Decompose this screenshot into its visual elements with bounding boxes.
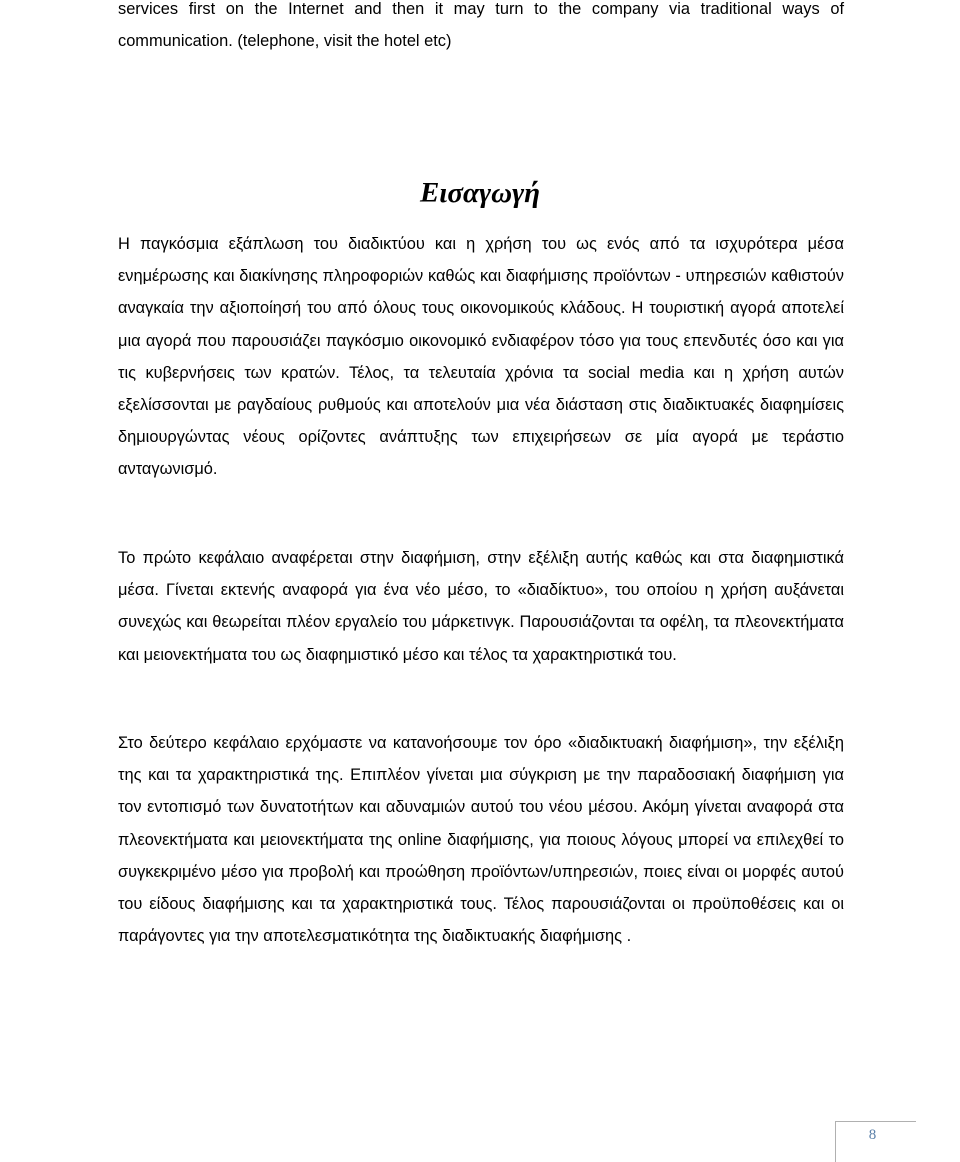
body-paragraph-2: Το πρώτο κεφάλαιο αναφέρεται στην διαφήμιση, στην εξέλιξη αυτής καθώς και στα διαφημιστικά μέσα. Γίνεται εκτενής αναφορά για ένα νέο μέσο, το «διαδίκτυο», του οποίου η χρήση αυξάνεται συνεχώς και θεωρείται πλέον εργαλείο του μάρκετινγκ. Παρουσιάζονται τα οφέλη, τα πλεονεκτήματα και μειονεκτήματα του ως διαφημιστικό μέσο και τέλος τα χαρακτηριστικά του. xyxy=(118,549,844,664)
body-paragraph-1: Η παγκόσμια εξάπλωση του διαδικτύου και η χρήση του ως ενός από τα ισχυρότερα μέσα ενημέρωσης και διακίνησης πληροφοριών καθώς και διαφήμισης προϊόντων - υπηρεσιών καθιστούν αναγκαία την αξιοποίησή του από όλους τους οικονομικούς κλάδους. Η τουριστική αγορά αποτελεί μια αγορά που παρουσιάζει παγκόσμιο οικονομικό ενδιαφέρον τόσο για τους επενδυτές όσο και για τις κυβερνήσεις των κρατών. Τέλος, τα τελευταία χρόνια τα social media και η χρήση αυτών εξελίσσονται με ραγδαίους ρυθμούς και αποτελούν μια νέα διάσταση στις διαδικτυακές διαφημίσεις δημιουργώντας νέους ορίζοντες ανάπτυξης των επιχειρήσεων σε μία αγορά με τεράστιο ανταγωνισμό. xyxy=(118,235,844,479)
body-paragraph-3: Στο δεύτερο κεφάλαιο ερχόμαστε να κατανοήσουμε τον όρο «διαδικτυακή διαφήμιση», την εξέλιξη της και τα χαρακτηριστικά της. Επιπλέον γίνεται μια σύγκριση με την παραδοσιακή διαφήμιση για τον εντοπισμό των δυνατοτήτων και αδυναμιών αυτού του νέου μέσου. Ακόμη γίνεται αναφορά στα πλεονεκτήματα και μειονεκτήματα της online διαφήμισης, για ποιους λόγους μπορεί να επιλεχθεί το συγκεκριμένο μέσο για προβολή και προώθηση προϊόντων/υπηρεσιών, ποιες είναι οι μορφές αυτού του είδους διαφήμισης και τα χαρακτηριστικά τους. Τέλος παρουσιάζονται οι προϋποθέσεις και οι παράγοντες για την αποτελεσματικότητα της διαδικτυακής διαφήμισης . xyxy=(118,734,844,946)
intro-paragraph: services first on the Internet and then it may turn to the company via traditional ways of communication. (telephone, visit the hotel etc) xyxy=(118,0,844,51)
page-number: 8 xyxy=(868,1127,877,1143)
section-heading: Εισαγωγή xyxy=(419,177,541,210)
